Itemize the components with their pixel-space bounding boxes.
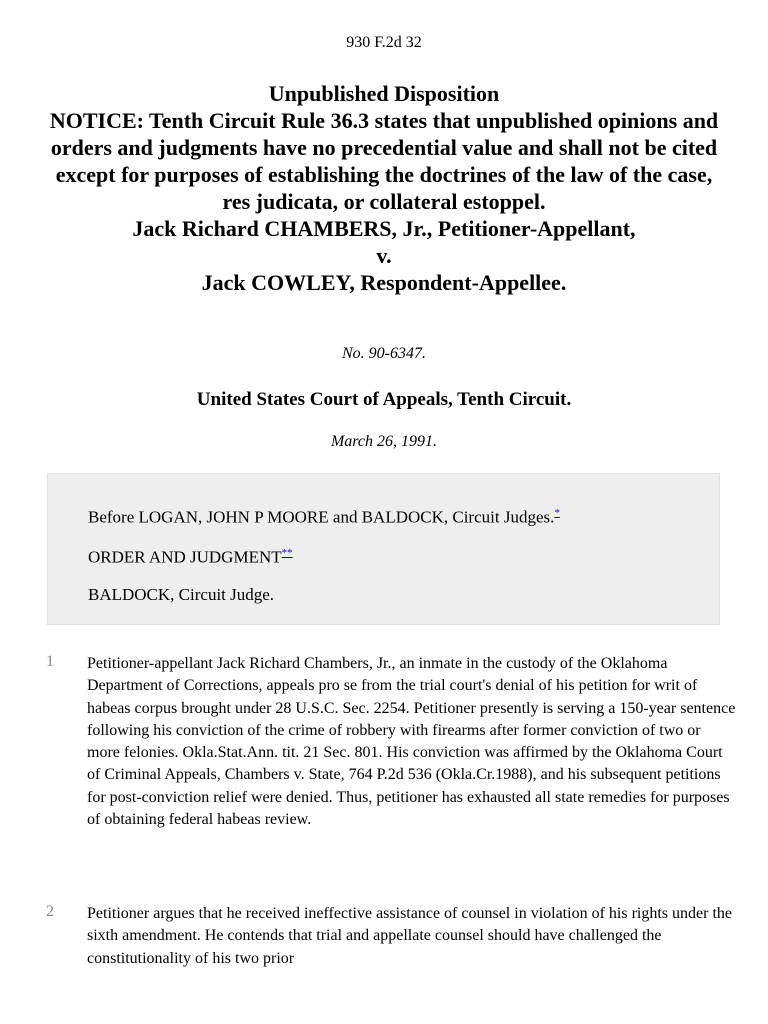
paragraph-text: Petitioner argues that he received ineffective assistance of counsel in violation of his rights under the sixth amendment. He contends that trial and appellate counsel should have challenged the constitutionality of his two prior — [87, 905, 732, 967]
case-heading — [40, 80, 728, 296]
court-name: United States Court of Appeals, Tenth Circuit. — [196, 389, 572, 410]
paragraph — [46, 903, 736, 970]
footnote-link-star[interactable]: * — [554, 507, 560, 519]
paragraph — [46, 653, 736, 831]
before-judges — [88, 504, 560, 528]
docket-number: No. 90-6347. — [342, 345, 426, 362]
paragraph-number: 2 — [46, 903, 54, 920]
before-text: Before LOGAN, JOHN P MOORE and BALDOCK, Circuit Judges. — [88, 507, 555, 527]
order-and-judgment — [88, 544, 293, 568]
paragraph-text: Petitioner-appellant Jack Richard Chambers, Jr., an inmate in the custody of the Oklahoma Department of Corrections, appeals pro se from the trial court's denial of his petition for writ of habeas corpus brought under 28 U.S.C. Sec. 2254. Petitioner presently is serving a 150-year sentence following his conviction of the crime of robbery with firearms after former conviction of two or more felonies. Okla.Stat.Ann. tit. 21 Sec. 801. His conviction was affirmed by the Oklahoma Court of Criminal Appeals, Chambers v. State, 764 P.2d 536 (Okla.Cr.1988), and his subsequent petitions for post-conviction relief were denied. Thus, petitioner has exhausted all state remedies for purposes of obtaining federal habeas review. — [87, 655, 736, 829]
versus-label: v. — [376, 243, 392, 268]
paragraph-number: 1 — [46, 653, 54, 670]
opinion-author: BALDOCK, Circuit Judge. — [88, 585, 275, 604]
disposition-title: Unpublished Disposition — [268, 81, 500, 106]
case-citation: 930 F.2d 32 — [346, 34, 422, 51]
decision-date: March 26, 1991. — [330, 433, 438, 450]
petitioner-party: Jack Richard CHAMBERS, Jr., Petitioner-Appellant, — [132, 216, 636, 241]
order-text: ORDER AND JUDGMENT — [88, 547, 282, 567]
notice-text: NOTICE: Tenth Circuit Rule 36.3 states that unpublished opinions and orders and judgments have no precedential value and shall not be cited except for purposes of establishing the doctrines of the law of the case, res judicata, or collateral estoppel. — [49, 108, 719, 214]
prelim-box — [47, 473, 720, 625]
footnote-link-double-star[interactable]: ** — [281, 547, 293, 559]
respondent-party: Jack COWLEY, Respondent-Appellee. — [201, 270, 567, 295]
